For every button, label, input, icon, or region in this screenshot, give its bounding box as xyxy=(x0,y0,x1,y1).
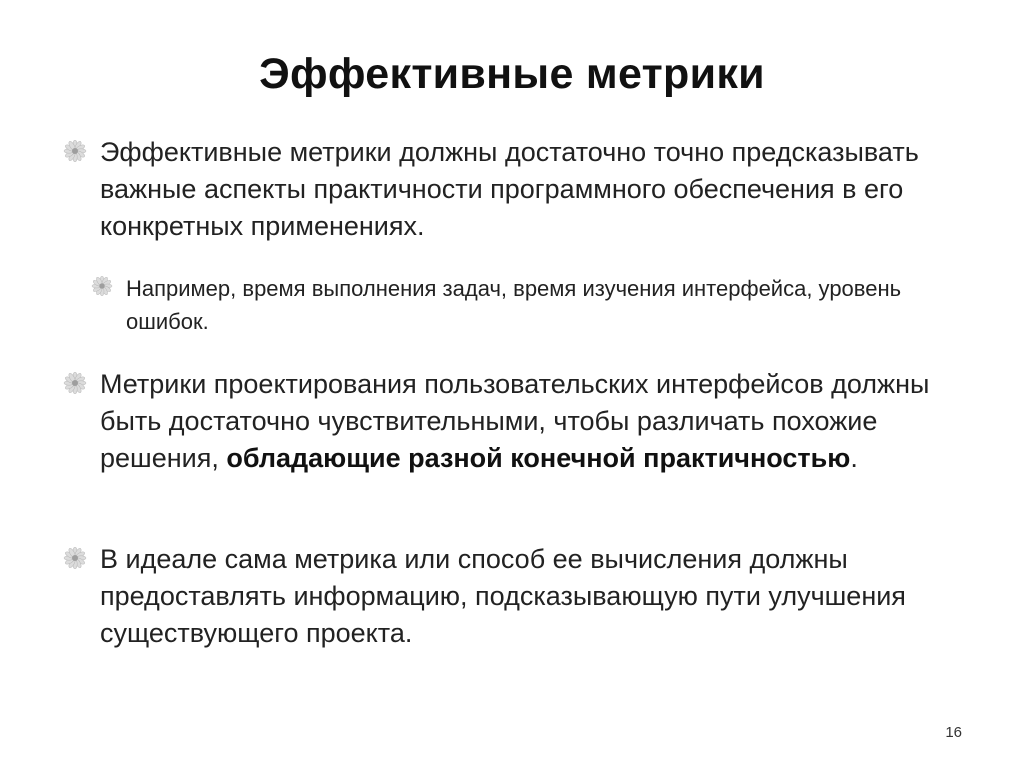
slide-title: Эффективные метрики xyxy=(259,50,765,98)
bullet-text-1: Эффективные метрики должны достаточно точно предсказывать важные аспекты практичности программного обеспечения в его конкретных применениях. xyxy=(100,137,919,241)
bullet-item-2 xyxy=(100,366,980,477)
bullet-text-3: В идеале сама метрика или способ ее вычисления должны предоставлять информацию, подсказывающую пути улучшения существующего проекта. xyxy=(100,544,906,648)
sub-bullet-text-1: Например, время выполнения задач, время изучения интерфейса, уровень ошибок. xyxy=(126,276,902,334)
bullet-item-3 xyxy=(100,541,980,652)
daisy-flower-icon xyxy=(62,547,88,569)
sub-bullet-item-1 xyxy=(126,272,986,338)
bullet-item-1 xyxy=(100,134,980,245)
daisy-flower-icon xyxy=(62,372,88,394)
bullet-text-2-emphasis: обладающие разной конечной практичностью xyxy=(226,443,851,473)
page-number: 16 xyxy=(945,724,962,741)
bullet-text-2: Метрики проектирования пользовательских интерфейсов должны быть достаточно чувствительными, чтобы различать похожие решения, xyxy=(100,369,930,473)
bullet-text-2-end: . xyxy=(850,443,858,473)
daisy-flower-icon xyxy=(62,140,88,162)
daisy-flower-icon xyxy=(90,276,114,296)
